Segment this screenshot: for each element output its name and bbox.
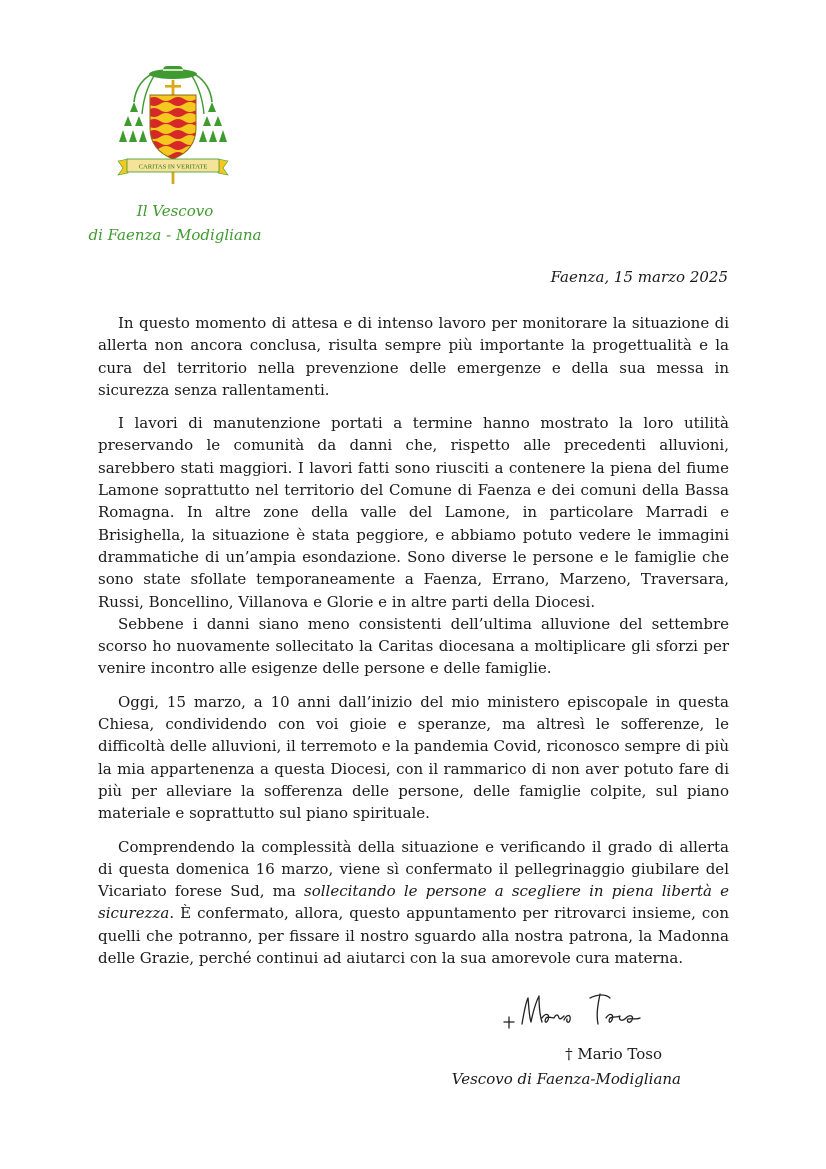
signer-name: † Mario Toso <box>565 1045 662 1063</box>
paragraph-4: Oggi, 15 marzo, a 10 anni dall’inizio del mio ministero episcopale in questa Chiesa, condividendo con voi gioie e speranze, ma altresì le sofferenze, le difficoltà delle alluvioni, il terremoto e la pandemia Covid, riconosco sempre di più la mia appartenenza a questa Diocesi, con il rammarico di non aver potuto fare di più per alleviare la sofferenza delle persone, delle famiglie colpite, sul piano materiale e soprattutto sul piano spirituale. <box>98 692 729 823</box>
issuer-title: Il Vescovo <box>136 202 214 220</box>
crest-motto: CARITAS IN VERITATE <box>138 163 208 171</box>
paragraph-1: In questo momento di attesa e di intenso lavoro per monitorare la situazione di allerta non ancora conclusa, risulta sempre più importante la progettualità e la cura del territorio nella prevenzione delle emergenze e della sua messa in sicurezza senza rallentamenti. <box>98 314 729 399</box>
issuer-block <box>70 199 280 247</box>
letter-date: Faenza, 15 marzo 2025 <box>550 268 728 286</box>
signer-block <box>420 1042 730 1092</box>
coat-of-arms-icon <box>114 62 232 188</box>
paragraph-3: Sebbene i danni siano meno consistenti dell’ultima alluvione del settembre scorso ho nuovamente sollecitato la Caritas diocesana a moltiplicare gli sforzi per venire incontro alle esigenze delle persone e delle famiglie. <box>98 614 729 678</box>
letter-body <box>98 312 729 969</box>
paragraph-5-emphasis: sollecitando le persone a scegliere in piena libertà e sicurezza <box>98 882 729 923</box>
paragraph-5 <box>98 836 729 970</box>
paragraph-5-text-b: . È confermato, allora, questo appuntamento per ritrovarci insieme, con quelli che potranno, per fissare il nostro sguardo alla nostra patrona, la Madonna delle Grazie, perché continui ad aiutarci con la sua amorevole cura materna. <box>98 904 729 968</box>
issuer-diocese: di Faenza - Modigliana <box>88 226 262 244</box>
signature-icon <box>498 982 658 1032</box>
handwritten-signature <box>498 982 658 1032</box>
paragraph-5-text-a: Comprendendo la complessità della situazione e verificando il grado di allerta di questa domenica 16 marzo, viene sì confermato il pellegrinaggio giubilare del Vicariato forese Sud, ma <box>98 837 729 901</box>
paragraph-2: I lavori di manutenzione portati a termine hanno mostrato la loro utilità preservando le comunità da danni che, rispetto alle precedenti alluvioni, sarebbero stati maggiori. I lavori fatti sono riusciti a contenere la piena del fiume Lamone soprattutto nel territorio del Comune di Faenza e dei comuni della Bassa Romagna. In altre zone della valle del Lamone, in particolare Marradi e Brisighella, la situazione è stata peggiore, e abbiamo potuto vedere le immagini drammatiche di un’ampia esondazione. Sono diverse le persone e le famiglie che sono state sfollate temporaneamente a Faenza, Errano, Marzeno, Traversara, Russi, Boncellino, Villanova e Glorie e in altre parti della Diocesi. <box>98 414 729 611</box>
episcopal-coat-of-arms <box>114 62 232 188</box>
signer-role: Vescovo di Faenza-Modigliana <box>451 1070 681 1088</box>
